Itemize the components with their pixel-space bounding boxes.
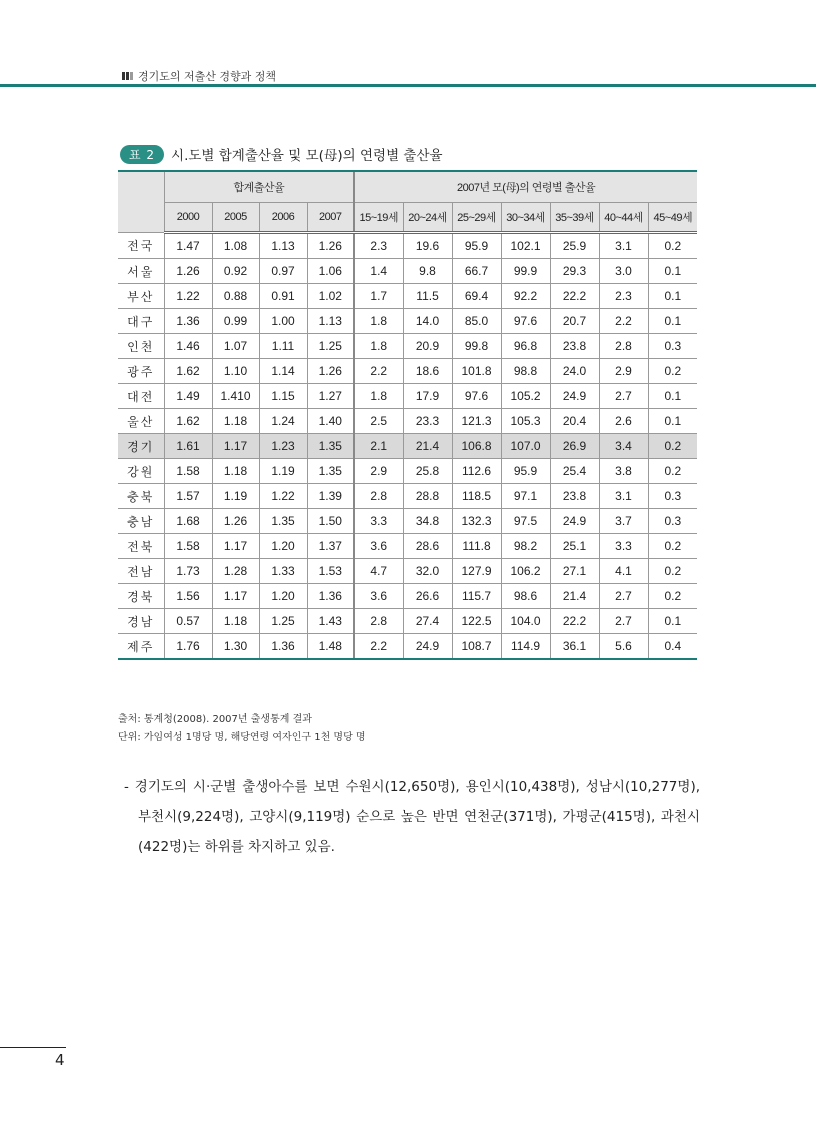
page-number: 4 <box>55 1051 65 1069</box>
value-cell: 99.9 <box>501 259 550 284</box>
value-cell: 1.13 <box>307 309 354 334</box>
value-cell: 2.9 <box>354 459 403 484</box>
value-cell: 0.2 <box>648 584 697 609</box>
table-group-header-row <box>118 171 697 203</box>
region-cell: 대전 <box>118 384 164 409</box>
value-cell: 127.9 <box>452 559 501 584</box>
value-cell: 2.6 <box>599 409 648 434</box>
value-cell: 0.2 <box>648 534 697 559</box>
value-cell: 105.3 <box>501 409 550 434</box>
age-header: 25~29세 <box>452 203 501 233</box>
value-cell: 2.8 <box>354 609 403 634</box>
value-cell: 96.8 <box>501 334 550 359</box>
value-cell: 111.8 <box>452 534 501 559</box>
value-cell: 1.20 <box>259 584 307 609</box>
value-cell: 20.7 <box>550 309 599 334</box>
value-cell: 97.5 <box>501 509 550 534</box>
header-rule <box>0 84 816 87</box>
running-title: 경기도의 저출산 경향과 정책 <box>138 70 277 83</box>
value-cell: 0.2 <box>648 233 697 259</box>
value-cell: 0.91 <box>259 284 307 309</box>
value-cell: 3.3 <box>354 509 403 534</box>
value-cell: 104.0 <box>501 609 550 634</box>
value-cell: 1.46 <box>164 334 212 359</box>
value-cell: 1.8 <box>354 309 403 334</box>
value-cell: 3.1 <box>599 233 648 259</box>
value-cell: 1.18 <box>212 459 259 484</box>
value-cell: 1.58 <box>164 459 212 484</box>
region-cell: 부산 <box>118 284 164 309</box>
value-cell: 1.48 <box>307 634 354 660</box>
value-cell: 9.8 <box>403 259 452 284</box>
value-cell: 2.2 <box>354 634 403 660</box>
value-cell: 1.22 <box>164 284 212 309</box>
source-note: 출처: 통계청(2008). 2007년 출생통계 결과 <box>118 714 312 725</box>
value-cell: 69.4 <box>452 284 501 309</box>
age-header: 45~49세 <box>648 203 697 233</box>
value-cell: 0.88 <box>212 284 259 309</box>
region-cell: 인천 <box>118 334 164 359</box>
value-cell: 23.3 <box>403 409 452 434</box>
value-cell: 97.6 <box>501 309 550 334</box>
age-header: 15~19세 <box>354 203 403 233</box>
table-row <box>118 584 697 609</box>
value-cell: 1.8 <box>354 384 403 409</box>
region-cell: 충남 <box>118 509 164 534</box>
region-cell: 전남 <box>118 559 164 584</box>
value-cell: 1.27 <box>307 384 354 409</box>
value-cell: 1.08 <box>212 233 259 259</box>
value-cell: 1.57 <box>164 484 212 509</box>
value-cell: 1.13 <box>259 233 307 259</box>
table-notes <box>118 711 366 747</box>
value-cell: 23.8 <box>550 334 599 359</box>
value-cell: 118.5 <box>452 484 501 509</box>
value-cell: 1.17 <box>212 534 259 559</box>
body-paragraph: - 경기도의 시·군별 출생아수를 보면 수원시(12,650명), 용인시(10,438명), 성남시(10,277명), 부천시(9,224명), 고양시(9,119명) 순으로 높은 반면 연천군(371명), 가평군(415명), 과천시(422명)는 하위를 차지하고 있음. <box>124 779 700 855</box>
value-cell: 3.6 <box>354 534 403 559</box>
value-cell: 1.35 <box>307 434 354 459</box>
table-title: 시.도별 합계출산율 및 모(母)의 연령별 출산율 <box>171 148 443 164</box>
value-cell: 1.19 <box>259 459 307 484</box>
value-cell: 121.3 <box>452 409 501 434</box>
value-cell: 1.26 <box>212 509 259 534</box>
value-cell: 1.7 <box>354 284 403 309</box>
value-cell: 17.9 <box>403 384 452 409</box>
value-cell: 0.1 <box>648 609 697 634</box>
value-cell: 0.92 <box>212 259 259 284</box>
value-cell: 1.56 <box>164 584 212 609</box>
region-cell: 광주 <box>118 359 164 384</box>
value-cell: 34.8 <box>403 509 452 534</box>
value-cell: 0.1 <box>648 284 697 309</box>
value-cell: 20.9 <box>403 334 452 359</box>
value-cell: 95.9 <box>501 459 550 484</box>
value-cell: 21.4 <box>403 434 452 459</box>
value-cell: 22.2 <box>550 284 599 309</box>
value-cell: 20.4 <box>550 409 599 434</box>
value-cell: 1.33 <box>259 559 307 584</box>
table-row <box>118 309 697 334</box>
value-cell: 1.58 <box>164 534 212 559</box>
value-cell: 1.28 <box>212 559 259 584</box>
value-cell: 0.2 <box>648 359 697 384</box>
footer-rule <box>0 1047 66 1048</box>
value-cell: 0.3 <box>648 484 697 509</box>
value-cell: 28.8 <box>403 484 452 509</box>
value-cell: 2.3 <box>354 233 403 259</box>
region-cell: 강원 <box>118 459 164 484</box>
table-row <box>118 259 697 284</box>
value-cell: 3.4 <box>599 434 648 459</box>
region-cell: 경북 <box>118 584 164 609</box>
value-cell: 21.4 <box>550 584 599 609</box>
table-row <box>118 359 697 384</box>
region-cell: 경기 <box>118 434 164 459</box>
value-cell: 1.8 <box>354 334 403 359</box>
value-cell: 26.6 <box>403 584 452 609</box>
value-cell: 32.0 <box>403 559 452 584</box>
value-cell: 106.8 <box>452 434 501 459</box>
value-cell: 1.61 <box>164 434 212 459</box>
value-cell: 95.9 <box>452 233 501 259</box>
value-cell: 1.26 <box>307 359 354 384</box>
table-row <box>118 284 697 309</box>
region-cell: 대구 <box>118 309 164 334</box>
value-cell: 1.18 <box>212 609 259 634</box>
age-header: 20~24세 <box>403 203 452 233</box>
region-cell: 제주 <box>118 634 164 660</box>
table-body <box>118 233 697 660</box>
value-cell: 1.00 <box>259 309 307 334</box>
value-cell: 97.6 <box>452 384 501 409</box>
value-cell: 3.1 <box>599 484 648 509</box>
value-cell: 2.7 <box>599 384 648 409</box>
value-cell: 5.6 <box>599 634 648 660</box>
value-cell: 1.53 <box>307 559 354 584</box>
value-cell: 0.2 <box>648 559 697 584</box>
region-cell: 경남 <box>118 609 164 634</box>
age-group-header: 2007년 모(母)의 연령별 출산율 <box>354 171 697 203</box>
value-cell: 0.3 <box>648 334 697 359</box>
value-cell: 1.30 <box>212 634 259 660</box>
table-row <box>118 484 697 509</box>
value-cell: 1.10 <box>212 359 259 384</box>
value-cell: 1.68 <box>164 509 212 534</box>
table-row <box>118 459 697 484</box>
value-cell: 25.8 <box>403 459 452 484</box>
table-row <box>118 509 697 534</box>
value-cell: 0.2 <box>648 459 697 484</box>
value-cell: 1.36 <box>259 634 307 660</box>
region-cell: 전북 <box>118 534 164 559</box>
value-cell: 0.2 <box>648 434 697 459</box>
value-cell: 85.0 <box>452 309 501 334</box>
value-cell: 1.02 <box>307 284 354 309</box>
year-header: 2007 <box>307 203 354 233</box>
value-cell: 97.1 <box>501 484 550 509</box>
table-row <box>118 409 697 434</box>
table-row <box>118 634 697 660</box>
value-cell: 3.6 <box>354 584 403 609</box>
table-row <box>118 233 697 259</box>
table-row <box>118 534 697 559</box>
value-cell: 14.0 <box>403 309 452 334</box>
value-cell: 1.43 <box>307 609 354 634</box>
age-header: 35~39세 <box>550 203 599 233</box>
value-cell: 1.17 <box>212 584 259 609</box>
value-cell: 98.8 <box>501 359 550 384</box>
value-cell: 1.37 <box>307 534 354 559</box>
region-cell: 울산 <box>118 409 164 434</box>
value-cell: 28.6 <box>403 534 452 559</box>
value-cell: 27.4 <box>403 609 452 634</box>
value-cell: 3.8 <box>599 459 648 484</box>
value-cell: 18.6 <box>403 359 452 384</box>
running-header <box>122 68 276 84</box>
fertility-table <box>118 170 697 660</box>
value-cell: 19.6 <box>403 233 452 259</box>
value-cell: 2.8 <box>354 484 403 509</box>
value-cell: 1.62 <box>164 409 212 434</box>
value-cell: 2.7 <box>599 584 648 609</box>
year-header: 2005 <box>212 203 259 233</box>
value-cell: 24.9 <box>550 509 599 534</box>
unit-note: 단위: 가임여성 1명당 명, 해당연령 여자인구 1천 명당 명 <box>118 732 366 743</box>
table-row <box>118 334 697 359</box>
value-cell: 99.8 <box>452 334 501 359</box>
value-cell: 4.1 <box>599 559 648 584</box>
value-cell: 1.19 <box>212 484 259 509</box>
table-caption <box>120 144 443 164</box>
region-cell: 충북 <box>118 484 164 509</box>
value-cell: 112.6 <box>452 459 501 484</box>
value-cell: 25.4 <box>550 459 599 484</box>
value-cell: 101.8 <box>452 359 501 384</box>
value-cell: 98.2 <box>501 534 550 559</box>
tfr-group-header: 합계출산율 <box>164 171 354 203</box>
value-cell: 1.07 <box>212 334 259 359</box>
value-cell: 0.99 <box>212 309 259 334</box>
value-cell: 1.24 <box>259 409 307 434</box>
value-cell: 2.2 <box>354 359 403 384</box>
value-cell: 2.9 <box>599 359 648 384</box>
value-cell: 3.0 <box>599 259 648 284</box>
value-cell: 1.35 <box>307 459 354 484</box>
value-cell: 1.62 <box>164 359 212 384</box>
value-cell: 98.6 <box>501 584 550 609</box>
value-cell: 1.25 <box>259 609 307 634</box>
value-cell: 22.2 <box>550 609 599 634</box>
value-cell: 27.1 <box>550 559 599 584</box>
value-cell: 114.9 <box>501 634 550 660</box>
value-cell: 66.7 <box>452 259 501 284</box>
value-cell: 115.7 <box>452 584 501 609</box>
value-cell: 1.22 <box>259 484 307 509</box>
value-cell: 1.14 <box>259 359 307 384</box>
value-cell: 1.11 <box>259 334 307 359</box>
value-cell: 24.9 <box>403 634 452 660</box>
region-cell: 전국 <box>118 233 164 259</box>
value-cell: 0.3 <box>648 509 697 534</box>
value-cell: 0.1 <box>648 409 697 434</box>
value-cell: 92.2 <box>501 284 550 309</box>
value-cell: 1.17 <box>212 434 259 459</box>
value-cell: 24.9 <box>550 384 599 409</box>
value-cell: 106.2 <box>501 559 550 584</box>
value-cell: 25.1 <box>550 534 599 559</box>
value-cell: 0.57 <box>164 609 212 634</box>
region-cell: 서울 <box>118 259 164 284</box>
value-cell: 1.36 <box>164 309 212 334</box>
value-cell: 3.3 <box>599 534 648 559</box>
value-cell: 1.410 <box>212 384 259 409</box>
table-row <box>118 384 697 409</box>
value-cell: 2.1 <box>354 434 403 459</box>
year-header: 2000 <box>164 203 212 233</box>
year-header: 2006 <box>259 203 307 233</box>
value-cell: 0.1 <box>648 384 697 409</box>
value-cell: 1.06 <box>307 259 354 284</box>
value-cell: 1.23 <box>259 434 307 459</box>
value-cell: 36.1 <box>550 634 599 660</box>
age-header: 30~34세 <box>501 203 550 233</box>
value-cell: 2.5 <box>354 409 403 434</box>
value-cell: 2.7 <box>599 609 648 634</box>
value-cell: 1.39 <box>307 484 354 509</box>
value-cell: 1.73 <box>164 559 212 584</box>
value-cell: 122.5 <box>452 609 501 634</box>
value-cell: 1.20 <box>259 534 307 559</box>
value-cell: 132.3 <box>452 509 501 534</box>
value-cell: 3.7 <box>599 509 648 534</box>
value-cell: 4.7 <box>354 559 403 584</box>
value-cell: 1.25 <box>307 334 354 359</box>
value-cell: 25.9 <box>550 233 599 259</box>
value-cell: 2.8 <box>599 334 648 359</box>
value-cell: 0.97 <box>259 259 307 284</box>
value-cell: 2.3 <box>599 284 648 309</box>
value-cell: 1.36 <box>307 584 354 609</box>
value-cell: 1.26 <box>164 259 212 284</box>
table-corner-cell <box>118 171 164 233</box>
value-cell: 1.18 <box>212 409 259 434</box>
value-cell: 1.35 <box>259 509 307 534</box>
value-cell: 26.9 <box>550 434 599 459</box>
value-cell: 1.76 <box>164 634 212 660</box>
table-sub-header-row <box>118 203 697 233</box>
table-row <box>118 609 697 634</box>
value-cell: 2.2 <box>599 309 648 334</box>
value-cell: 0.1 <box>648 259 697 284</box>
value-cell: 1.26 <box>307 233 354 259</box>
value-cell: 102.1 <box>501 233 550 259</box>
value-cell: 1.40 <box>307 409 354 434</box>
value-cell: 0.4 <box>648 634 697 660</box>
value-cell: 1.49 <box>164 384 212 409</box>
table-number-badge: 표 2 <box>120 145 164 164</box>
value-cell: 1.47 <box>164 233 212 259</box>
value-cell: 105.2 <box>501 384 550 409</box>
value-cell: 108.7 <box>452 634 501 660</box>
table-row <box>118 434 697 459</box>
value-cell: 1.50 <box>307 509 354 534</box>
value-cell: 107.0 <box>501 434 550 459</box>
value-cell: 23.8 <box>550 484 599 509</box>
value-cell: 29.3 <box>550 259 599 284</box>
header-bars-icon <box>122 72 133 80</box>
value-cell: 24.0 <box>550 359 599 384</box>
value-cell: 0.1 <box>648 309 697 334</box>
value-cell: 1.4 <box>354 259 403 284</box>
age-header: 40~44세 <box>599 203 648 233</box>
table-row <box>118 559 697 584</box>
value-cell: 1.15 <box>259 384 307 409</box>
value-cell: 11.5 <box>403 284 452 309</box>
